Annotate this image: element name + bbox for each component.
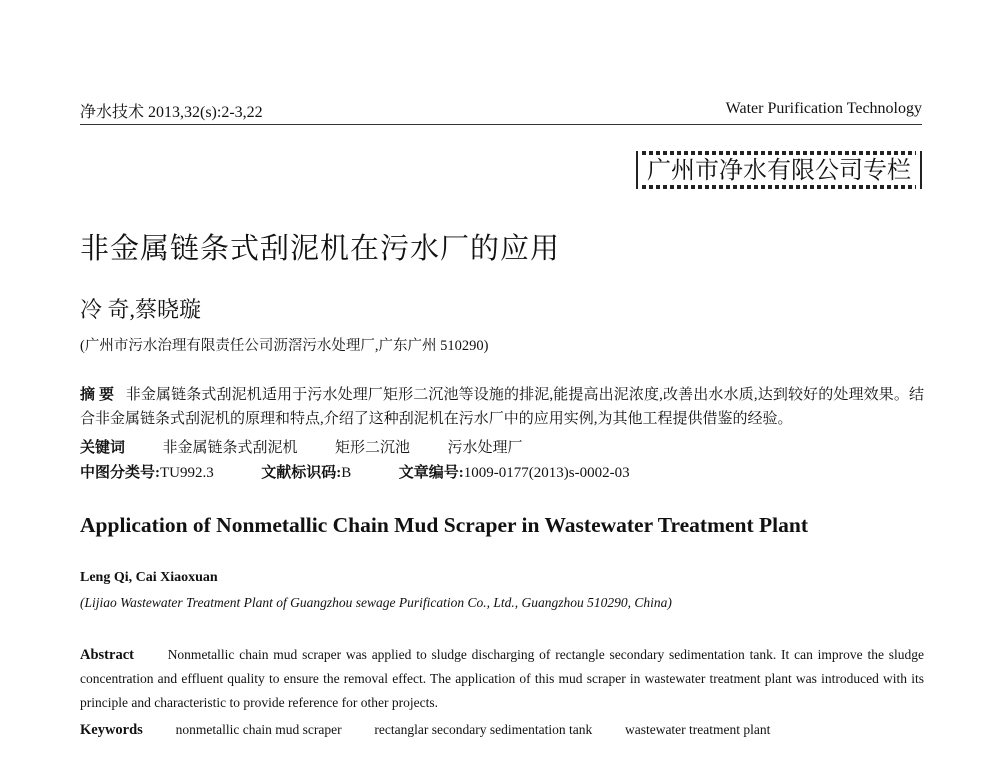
keyword-en-1: nonmetallic chain mud scraper [175,722,342,737]
article-title-cn: 非金属链条式刮泥机在污水厂的应用 [80,231,561,265]
authors-en: Leng Qi, Cai Xiaoxuan [80,570,218,585]
affiliation-cn: (广州市污水治理有限责任公司沥滘污水处理厂,广东广州 510290) [80,338,489,354]
authors-cn: 冷 奇,蔡晓璇 [80,297,202,322]
article-title-en: Application of Nonmetallic Chain Mud Scraper in Wastewater Treatment Plant [80,513,808,537]
abstract-en-label: Abstract [80,647,134,663]
abstract-cn-text: 非金属链条式刮泥机适用于污水处理厂矩形二沉池等设施的排泥,能提高出泥浓度,改善出水水质,达到较好的处理效果。结合非金属链条式刮泥机的原理和特点,介绍了这种刮泥机在污水厂中的应用实例,为其他工程提供借鉴的经验。 [80,387,924,427]
abstract-en-text: Nonmetallic chain mud scraper was applied to sludge discharging of rectangle secondary sedimentation tank. It can improve the sludge concentration and effluent quality to ensure the removal effect. The application of this mud scraper in wastewater treatment plant was introduced with its principle and characteristic to provide reference for other projects. [80,647,925,710]
keyword-cn-2: 矩形二沉池 [335,440,411,456]
keywords-en-label: Keywords [80,722,143,738]
column-box-top-border [642,151,916,155]
column-box-bottom-border [642,185,916,189]
journal-name-en: Water Purification Technology [725,100,922,117]
keyword-cn-1: 非金属链条式刮泥机 [162,440,298,456]
article-no-value: 1009-0177(2013)s-0002-03 [463,465,630,481]
article-no-label: 文章编号: [398,465,464,481]
column-label: 广州市净水有限公司专栏 [647,156,911,184]
column-label-box [636,151,922,189]
doc-code-label: 文献标识码: [261,465,342,481]
keywords-en-row [80,722,770,739]
abstract-en [80,643,924,715]
abstract-cn [80,383,924,431]
header-rule [80,124,922,125]
keyword-cn-3: 污水处理厂 [447,440,523,456]
keywords-cn-row [80,436,523,457]
clc-label: 中图分类号: [80,465,160,481]
doc-code-value: B [341,465,352,481]
keyword-en-2: rectanglar secondary sedimentation tank [374,722,593,737]
abstract-cn-label: 摘 要 [80,387,115,403]
clc-value: TU992.3 [160,465,214,481]
affiliation-en: (Lijiao Wastewater Treatment Plant of Guangzhou sewage Purification Co., Ltd., Guangzhou 510290, China) [80,595,672,610]
classification-row [80,461,630,482]
keyword-en-3: wastewater treatment plant [624,722,771,737]
keywords-cn-label: 关键词 [80,440,126,456]
journal-citation-cn: 净水技术 2013,32(s):2-3,22 [80,104,263,121]
